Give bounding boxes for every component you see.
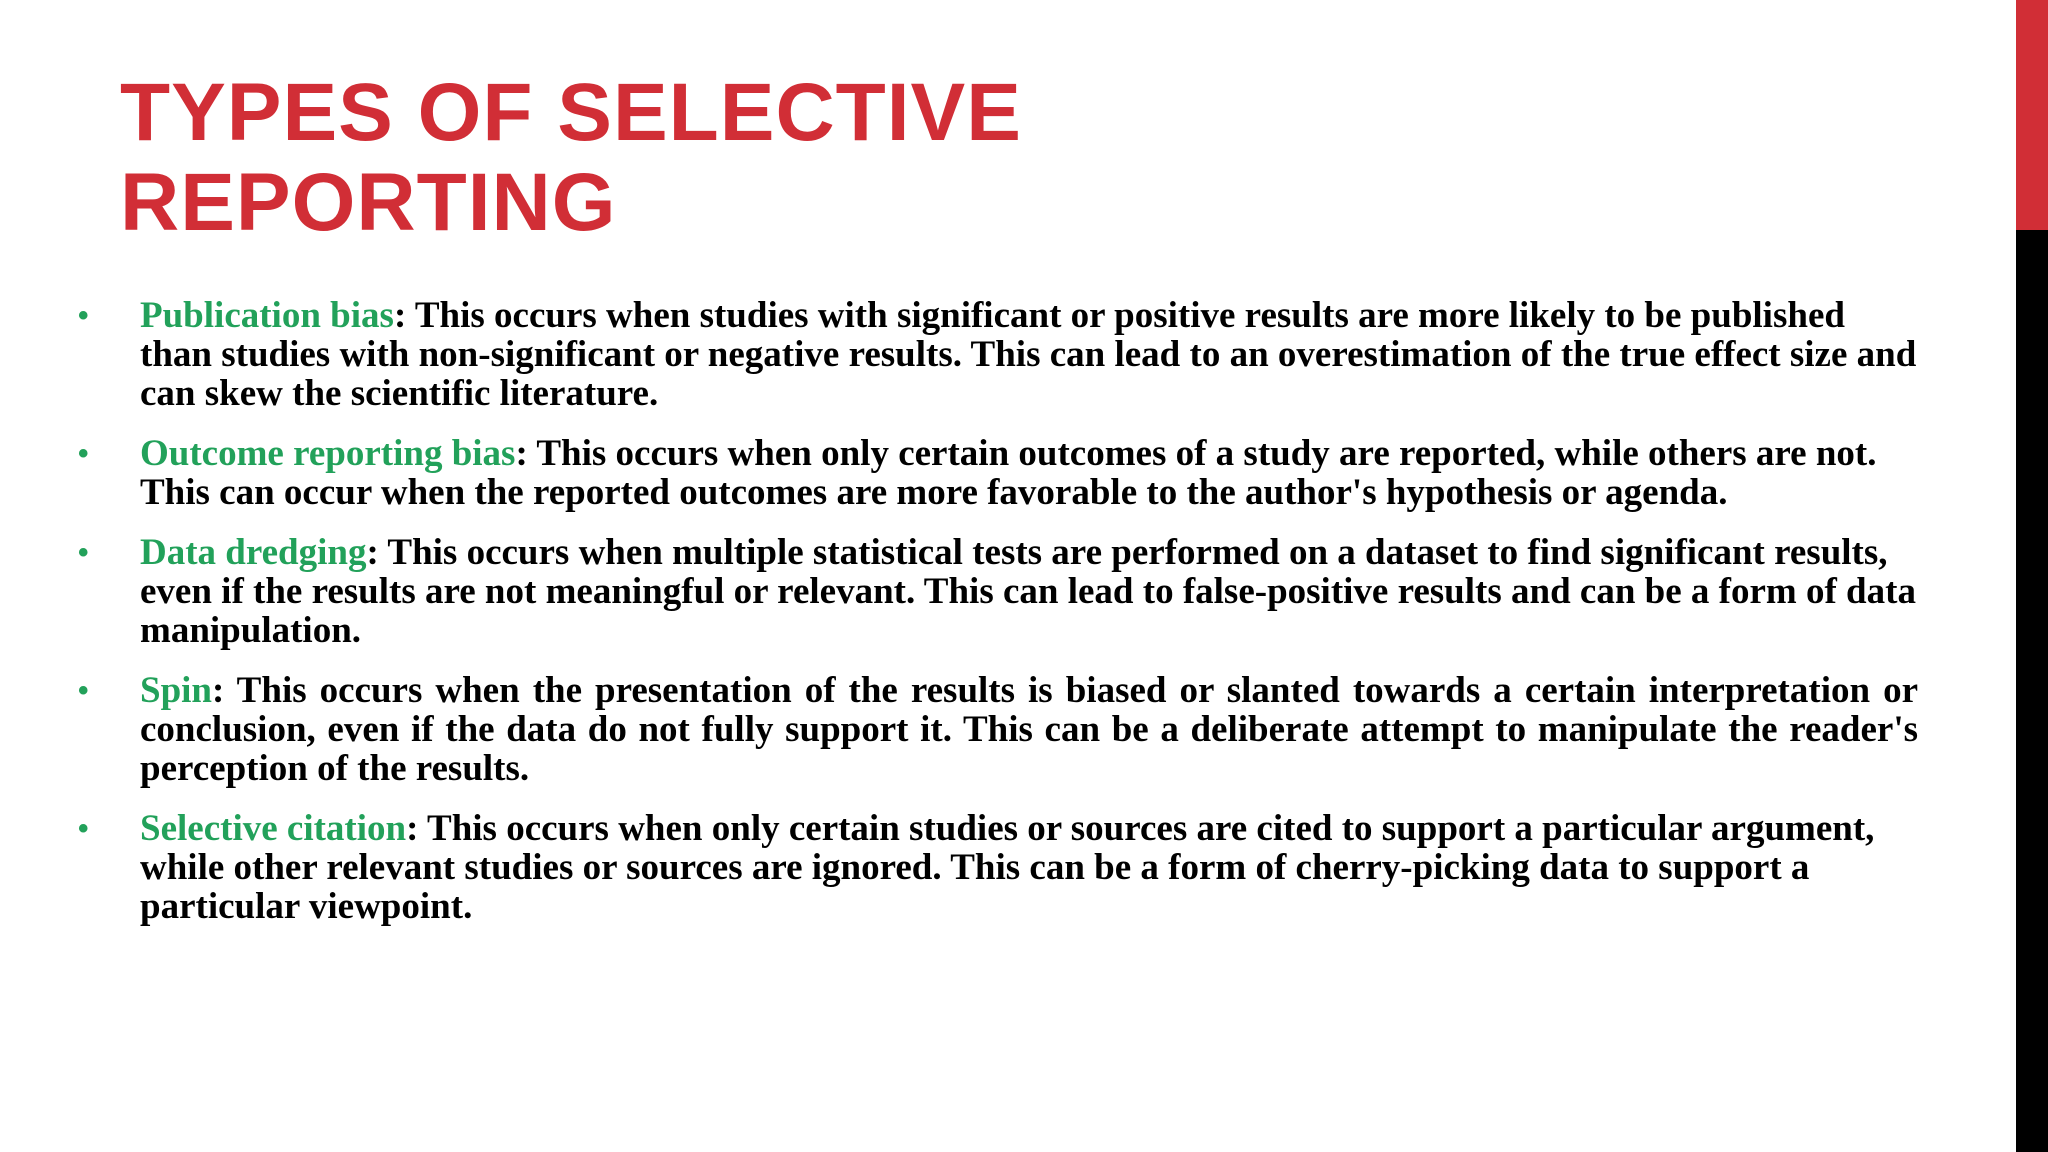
bullet-term: Outcome reporting bias bbox=[140, 433, 516, 474]
bullet-text: : This occurs when only certain studies or sources are cited to support a particular argument, while other relevant studies or sources are ignored. This can be a form of cherry-picking data to support a particular viewpoint. bbox=[140, 808, 1875, 927]
bullet-item-publication-bias bbox=[78, 296, 1918, 413]
bullet-item-selective-citation bbox=[78, 809, 1918, 926]
bullet-marker: • bbox=[78, 812, 89, 845]
bullet-term: Data dredging bbox=[140, 532, 367, 573]
bullet-term: Selective citation bbox=[140, 808, 407, 849]
bullet-marker: • bbox=[78, 674, 89, 707]
bullet-text: : This occurs when multiple statistical tests are performed on a dataset to find significant results, even if the results are not meaningful or relevant. This can lead to false-positive results and can be a form of data manipulation. bbox=[140, 532, 1916, 651]
accent-bar-red bbox=[2016, 0, 2048, 230]
bullet-text: : This occurs when only certain outcomes of a study are reported, while others are not. This can occur when the reported outcomes are more favorable to the author's hypothesis or agenda. bbox=[140, 433, 1877, 513]
slide-title-line-2: REPORTING bbox=[120, 157, 617, 248]
bullet-marker: • bbox=[78, 299, 89, 332]
slide-title-line-1: TYPES OF SELECTIVE bbox=[120, 67, 1022, 158]
bullet-marker: • bbox=[78, 437, 89, 470]
bullet-marker: • bbox=[78, 536, 89, 569]
bullet-term: Spin bbox=[140, 670, 213, 711]
bullet-text: : This occurs when studies with significant or positive results are more likely to be published than studies with non-significant or negative results. This can lead to an overestimation of the true effect size and can skew the scientific literature. bbox=[140, 295, 1917, 414]
bullet-list bbox=[78, 296, 1918, 947]
bullet-item-outcome-reporting-bias bbox=[78, 434, 1918, 512]
accent-bar-black bbox=[2016, 230, 2048, 1152]
slide-title bbox=[120, 68, 1420, 248]
bullet-item-spin bbox=[78, 671, 1918, 788]
bullet-term: Publication bias bbox=[140, 295, 394, 336]
bullet-text: : This occurs when the presentation of the results is biased or slanted towards a certain interpretation or conclusion, even if the data do not fully support it. This can be a deliberate attempt to manipulate the reader's perception of the results. bbox=[140, 670, 1918, 789]
bullet-item-data-dredging bbox=[78, 533, 1918, 650]
